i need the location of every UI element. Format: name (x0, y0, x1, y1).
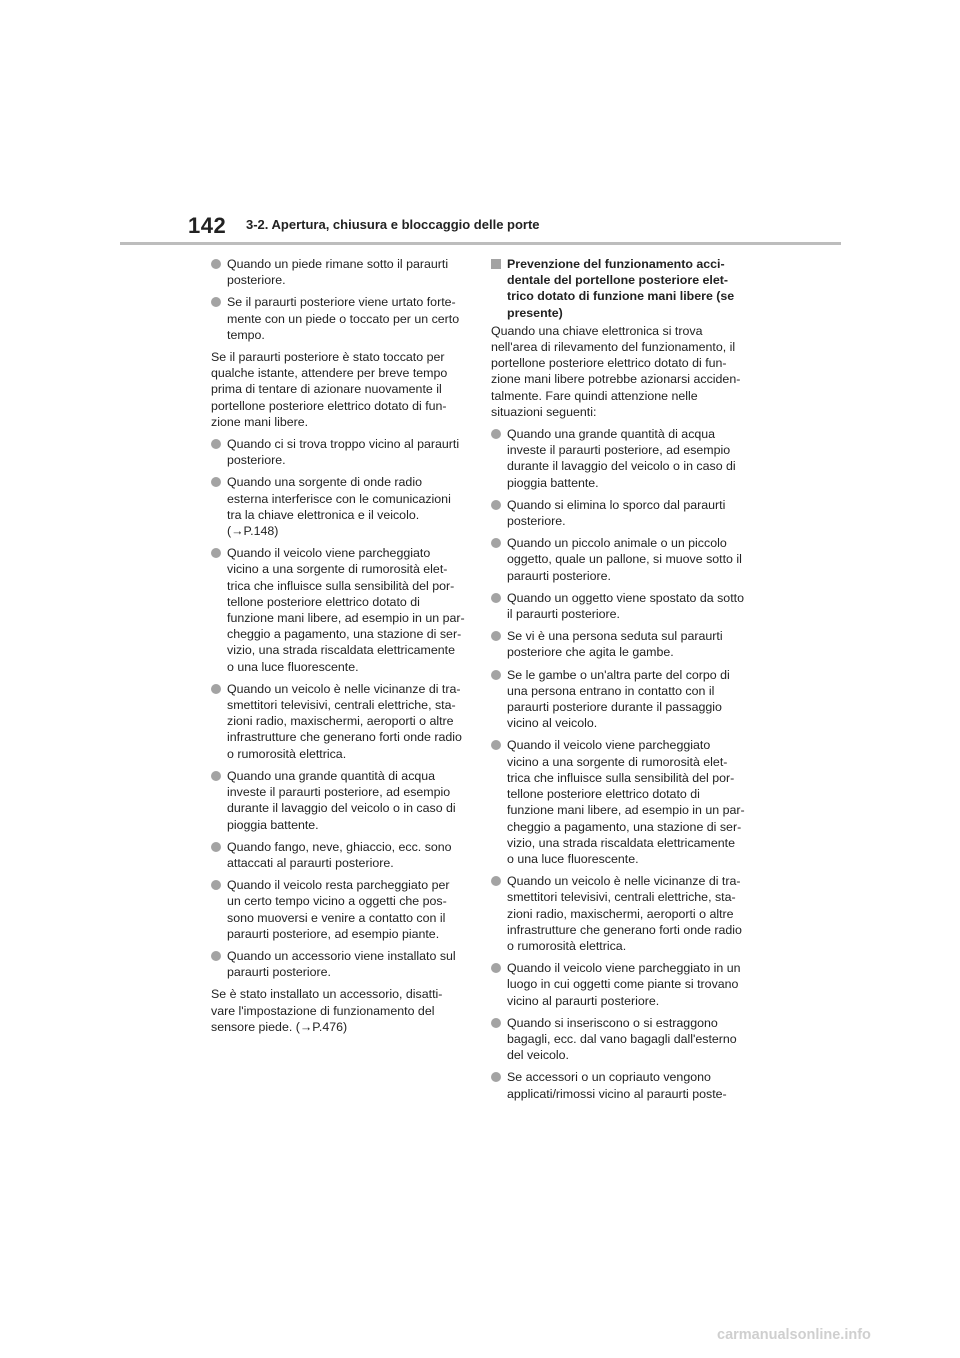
text-line: Se vi è una persona seduta sul paraurti (507, 629, 723, 644)
text-line: Quando una sorgente di onde radio (227, 475, 422, 490)
text-line: Quando ci si trova troppo vicino al paraurti (227, 437, 460, 452)
text-line: o rumorosità elettrica. (507, 938, 627, 953)
text-line: zioni radio, maxischermi, aeroporti o altre (227, 714, 454, 729)
text-line: portellone posteriore elettrico dotato di fun- (211, 398, 447, 413)
text-line: mente con un piede o toccato per un certo (227, 311, 460, 326)
text-line: Quando si inseriscono o si estraggono (507, 1015, 718, 1030)
text-line: Quando fango, neve, ghiaccio, ecc. sono (227, 839, 452, 854)
text-line: bagagli, ecc. dal vano bagagli dall'esterno (507, 1031, 737, 1046)
bullet-item (491, 873, 747, 954)
bullet-item (491, 426, 747, 491)
text-line: applicati/rimossi vicino al paraurti poste- (507, 1086, 727, 1101)
text-line: qualche istante, attendere per breve tempo (211, 366, 448, 381)
text-line: Quando un accessorio viene installato sul (227, 948, 456, 963)
text-line: Quando il veicolo viene parcheggiato (227, 546, 431, 561)
text-line: dentale del portellone posteriore elet- (507, 273, 729, 288)
text-line: Se il paraurti posteriore è stato toccato per (211, 350, 445, 365)
text-line: Prevenzione del funzionamento acci- (507, 257, 725, 271)
text-line: vizio, una strada riscaldata elettricamente (507, 835, 735, 850)
text-line: smettitori televisivi, centrali elettriche, sta- (507, 890, 736, 905)
text-line: attaccati al paraurti posteriore. (227, 855, 394, 870)
text-line: pioggia battente. (507, 475, 599, 490)
text-line: paraurti posteriore. (507, 568, 611, 583)
bullet-item (211, 436, 467, 468)
text-line: Se il paraurti posteriore viene urtato forte- (227, 295, 456, 310)
text-line: Se accessori o un copriauto vengono (507, 1070, 711, 1085)
watermark: carmanualsonline.info (717, 1327, 871, 1343)
text-line: del veicolo. (507, 1048, 569, 1063)
text-line: posteriore che agita le gambe. (507, 645, 674, 660)
paragraph (211, 349, 467, 430)
subsection-heading (491, 256, 747, 321)
text-line: Quando il veicolo viene parcheggiato in un (507, 961, 741, 976)
text-line: Quando si elimina lo sporco dal paraurti (507, 497, 726, 512)
bullet-dot-icon (211, 548, 221, 558)
section-title: 3-2. Apertura, chiusura e bloccaggio delle porte (246, 217, 540, 232)
bullet-dot-icon (211, 684, 221, 694)
text-line: pioggia battente. (227, 817, 319, 832)
bullet-dot-icon (491, 500, 501, 510)
bullet-item (211, 256, 467, 288)
text-line: Quando una grande quantità di acqua (227, 768, 436, 783)
square-bullet-icon (491, 259, 501, 269)
bullet-item (491, 737, 747, 867)
bullet-item (491, 1015, 747, 1064)
text-line: Se le gambe o un'altra parte del corpo di (507, 667, 730, 682)
text-line: Quando un veicolo è nelle vicinanze di tra- (227, 681, 461, 696)
text-line: paraurti posteriore, ad esempio piante. (227, 926, 440, 941)
text-line: vare l'impostazione di funzionamento del (211, 1003, 435, 1018)
header-rule (120, 242, 841, 245)
left-column (211, 256, 467, 1041)
text-line: funzione mani libere, ad esempio in un par- (507, 803, 745, 818)
text-line: tempo. (227, 327, 265, 342)
text-line: portellone posteriore elettrico dotato di fun- (491, 356, 727, 371)
bullet-item (491, 1069, 747, 1101)
paragraph (211, 986, 467, 1035)
bullet-dot-icon (491, 963, 501, 973)
text-line: (→P.148) (227, 524, 279, 539)
bullet-dot-icon (491, 429, 501, 439)
text-line: una persona entrano in contatto con il (507, 683, 715, 698)
bullet-item (491, 628, 747, 660)
bullet-dot-icon (211, 439, 221, 449)
text-line: vicino al veicolo. (507, 716, 598, 731)
text-line: vicino a una sorgente di rumorosità elet- (227, 562, 448, 577)
bullet-item (211, 545, 467, 675)
text-line: presente) (507, 305, 563, 320)
text-line: esterna interferisce con le comunicazioni (227, 491, 451, 506)
text-line: infrastrutture che generano forti onde radio (227, 730, 462, 745)
right-column (491, 256, 747, 1108)
text-line: situazioni seguenti: (491, 404, 597, 419)
bullet-dot-icon (491, 1018, 501, 1028)
text-line: oggetto, quale un pallone, si muove sotto il (507, 552, 742, 567)
text-line: Quando il veicolo resta parcheggiato per (227, 878, 450, 893)
text-line: posteriore. (227, 453, 286, 468)
text-line: vicino al paraurti posteriore. (507, 993, 660, 1008)
text-line: Quando un piccolo animale o un piccolo (507, 536, 727, 551)
text-line: talmente. Fare quindi attenzione nelle (491, 388, 698, 403)
text-line: cheggio a pagamento, una stazione di ser- (507, 819, 742, 834)
text-line: posteriore. (227, 273, 286, 288)
bullet-item (211, 839, 467, 871)
bullet-item (211, 474, 467, 539)
text-line: trica che influisce sulla sensibilità del por- (227, 578, 455, 593)
bullet-dot-icon (491, 740, 501, 750)
bullet-item (211, 948, 467, 980)
bullet-item (211, 294, 467, 343)
text-line: nell'area di rilevamento del funzionamento, il (491, 340, 736, 355)
bullet-item (491, 535, 747, 584)
text-line: prima di tentare di azionare nuovamente il (211, 382, 442, 397)
text-line: paraurti posteriore durante il passaggio (507, 700, 722, 715)
bullet-item (211, 681, 467, 762)
text-line: zione mani libere. (211, 414, 309, 429)
text-line: paraurti posteriore. (227, 965, 331, 980)
bullet-item (491, 590, 747, 622)
bullet-dot-icon (491, 1072, 501, 1082)
text-line: durante il lavaggio del veicolo o in caso di (507, 459, 736, 474)
bullet-item (491, 497, 747, 529)
text-line: durante il lavaggio del veicolo o in caso di (227, 801, 456, 816)
text-line: funzione mani libere, ad esempio in un par- (227, 611, 465, 626)
bullet-dot-icon (491, 876, 501, 886)
paragraph (491, 323, 747, 420)
text-line: Quando un piede rimane sotto il paraurti (227, 257, 449, 271)
text-line: o una luce fluorescente. (227, 659, 359, 674)
bullet-dot-icon (491, 593, 501, 603)
text-line: Se è stato installato un accessorio, disatti- (211, 987, 443, 1002)
bullet-item (211, 877, 467, 942)
bullet-dot-icon (491, 538, 501, 548)
text-line: un certo tempo vicino a oggetti che pos- (227, 894, 447, 909)
bullet-dot-icon (211, 259, 221, 269)
bullet-item (491, 667, 747, 732)
text-line: tra la chiave elettronica e il veicolo. (227, 507, 420, 522)
text-line: luogo in cui oggetti come piante si trovano (507, 977, 739, 992)
page-number: 142 (188, 213, 227, 238)
text-line: posteriore. (507, 514, 566, 529)
text-line: investe il paraurti posteriore, ad esempio (507, 443, 731, 458)
text-line: Quando una grande quantità di acqua (507, 427, 716, 442)
text-line: zione mani libere potrebbe azionarsi acciden- (491, 372, 741, 387)
text-line: Quando un veicolo è nelle vicinanze di tra- (507, 874, 741, 889)
bullet-dot-icon (211, 951, 221, 961)
text-line: Quando una chiave elettronica si trova (491, 323, 703, 338)
text-line: infrastrutture che generano forti onde radio (507, 922, 742, 937)
text-line: Quando il veicolo viene parcheggiato (507, 738, 711, 753)
bullet-dot-icon (211, 297, 221, 307)
bullet-dot-icon (211, 842, 221, 852)
text-line: il paraurti posteriore. (507, 607, 620, 622)
text-line: sono muoversi e venire a contatto con il (227, 910, 446, 925)
bullet-item (211, 768, 467, 833)
text-line: Quando un oggetto viene spostato da sotto (507, 590, 744, 605)
text-line: investe il paraurti posteriore, ad esempio (227, 785, 451, 800)
text-line: vicino a una sorgente di rumorosità elet- (507, 754, 728, 769)
text-line: tellone posteriore elettrico dotato di (507, 787, 700, 802)
bullet-dot-icon (211, 477, 221, 487)
bullet-dot-icon (211, 771, 221, 781)
bullet-item (491, 960, 747, 1009)
text-line: o una luce fluorescente. (507, 851, 639, 866)
bullet-dot-icon (491, 670, 501, 680)
text-line: zioni radio, maxischermi, aeroporti o altre (507, 906, 734, 921)
bullet-dot-icon (211, 880, 221, 890)
text-line: cheggio a pagamento, una stazione di ser- (227, 627, 462, 642)
text-line: trico dotato di funzione mani libere (se (507, 289, 735, 304)
text-line: tellone posteriore elettrico dotato di (227, 594, 420, 609)
text-line: sensore piede. (→P.476) (211, 1019, 348, 1034)
text-line: o rumorosità elettrica. (227, 746, 347, 761)
text-line: smettitori televisivi, centrali elettriche, sta- (227, 698, 456, 713)
bullet-dot-icon (491, 631, 501, 641)
text-line: vizio, una strada riscaldata elettricamente (227, 643, 455, 658)
text-line: trica che influisce sulla sensibilità del por- (507, 770, 735, 785)
